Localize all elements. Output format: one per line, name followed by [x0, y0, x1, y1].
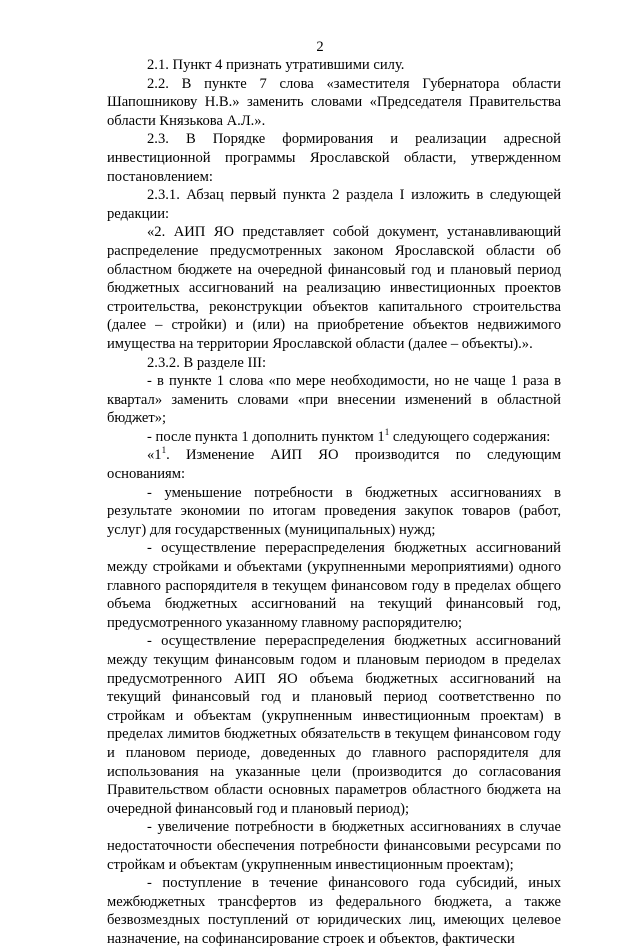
- paragraph: «2. АИП ЯО представляет собой документ, устанавливающий распределение предусмотренных законом Ярославской области об областном бюджете на очередной финансовый год и плановый период бюджетных ассигнований на реализацию инвестиционных проектов строительства, реконструкции объектов капитального строительства (далее – стройки) и (или) на приобретение объектов недвижимого имущества на территории Ярославской области (далее – объекты).».: [107, 224, 561, 352]
- paragraph: [107, 428, 561, 447]
- paragraph: 2.3.1. Абзац первый пункта 2 раздела I изложить в следующей редакции:: [107, 187, 561, 222]
- paragraph: - поступление в течение финансового года субсидий, иных межбюджетных трансфертов из федерального бюджета, а также безвозмездных поступлений от юридических лиц, имеющих целевое назначение, на софинансирование строек и объектов, фактически: [107, 875, 561, 947]
- paragraph: - увеличение потребности в бюджетных ассигнованиях в случае недостаточности обеспечения потребности финансовыми ресурсами по стройкам и объектам (укрупненным инвестиционным проектам);: [107, 819, 561, 873]
- paragraph: - осуществление перераспределения бюджетных ассигнований между стройками и объектами (укрупненными мероприятиями) одного главного распорядителя в текущем финансовом году в пределах общего объема бюджетных ассигнований на текущий финансовый год, предусмотренного указанному главному распорядителю;: [107, 540, 561, 631]
- paragraph: - в пункте 1 слова «по мере необходимости, но не чаще 1 раза в квартал» заменить словами «при внесении изменений в областной бюджет»;: [107, 373, 561, 427]
- paragraph: - уменьшение потребности в бюджетных ассигнованиях в результате экономии по итогам проведения закупок товаров (работ, услуг) для государственных (муниципальных) нужд;: [107, 484, 561, 538]
- paragraph: - осуществление перераспределения бюджетных ассигнований между текущим финансовым годом и плановым периодом в пределах предусмотренного АИП ЯО объема бюджетных ассигнований на текущий финансовый год и плановый период соответственно по стройкам и объектам (укрупненным инвестиционным проектам) в пределах лимитов бюджетных обязательств в текущем финансовом году и плановом периоде, доведенных до главного распорядителя для использования на указанные цели (производится до согласования Правительством области основных параметров областного бюджета на очередной финансовый год и плановый период);: [107, 633, 561, 817]
- superscript: 1: [384, 426, 390, 437]
- paragraph: [107, 446, 561, 483]
- document-body: [107, 56, 561, 949]
- paragraph: 2.3. В Порядке формирования и реализации адресной инвестиционной программы Ярославской области, утвержденном постановлением:: [107, 131, 561, 185]
- paragraph: 2.2. В пункте 7 слова «заместителя Губернатора области Шапошникову Н.В.» заменить словами «Председателя Правительства области Князькова А.Л.».: [107, 75, 561, 129]
- text-run: следующего содержания:: [389, 428, 551, 445]
- text-run: . Изменение АИП ЯО производится по следующим основаниям:: [107, 447, 561, 483]
- superscript: 1: [161, 445, 167, 456]
- text-run: - после пункта 1 дополнить пунктом 1: [147, 428, 385, 445]
- paragraph: 2.1. Пункт 4 признать утратившими силу.: [147, 57, 405, 73]
- page-number: 2: [316, 39, 324, 55]
- text-run: «1: [147, 447, 162, 464]
- paragraph: 2.3.2. В разделе III:: [147, 354, 267, 371]
